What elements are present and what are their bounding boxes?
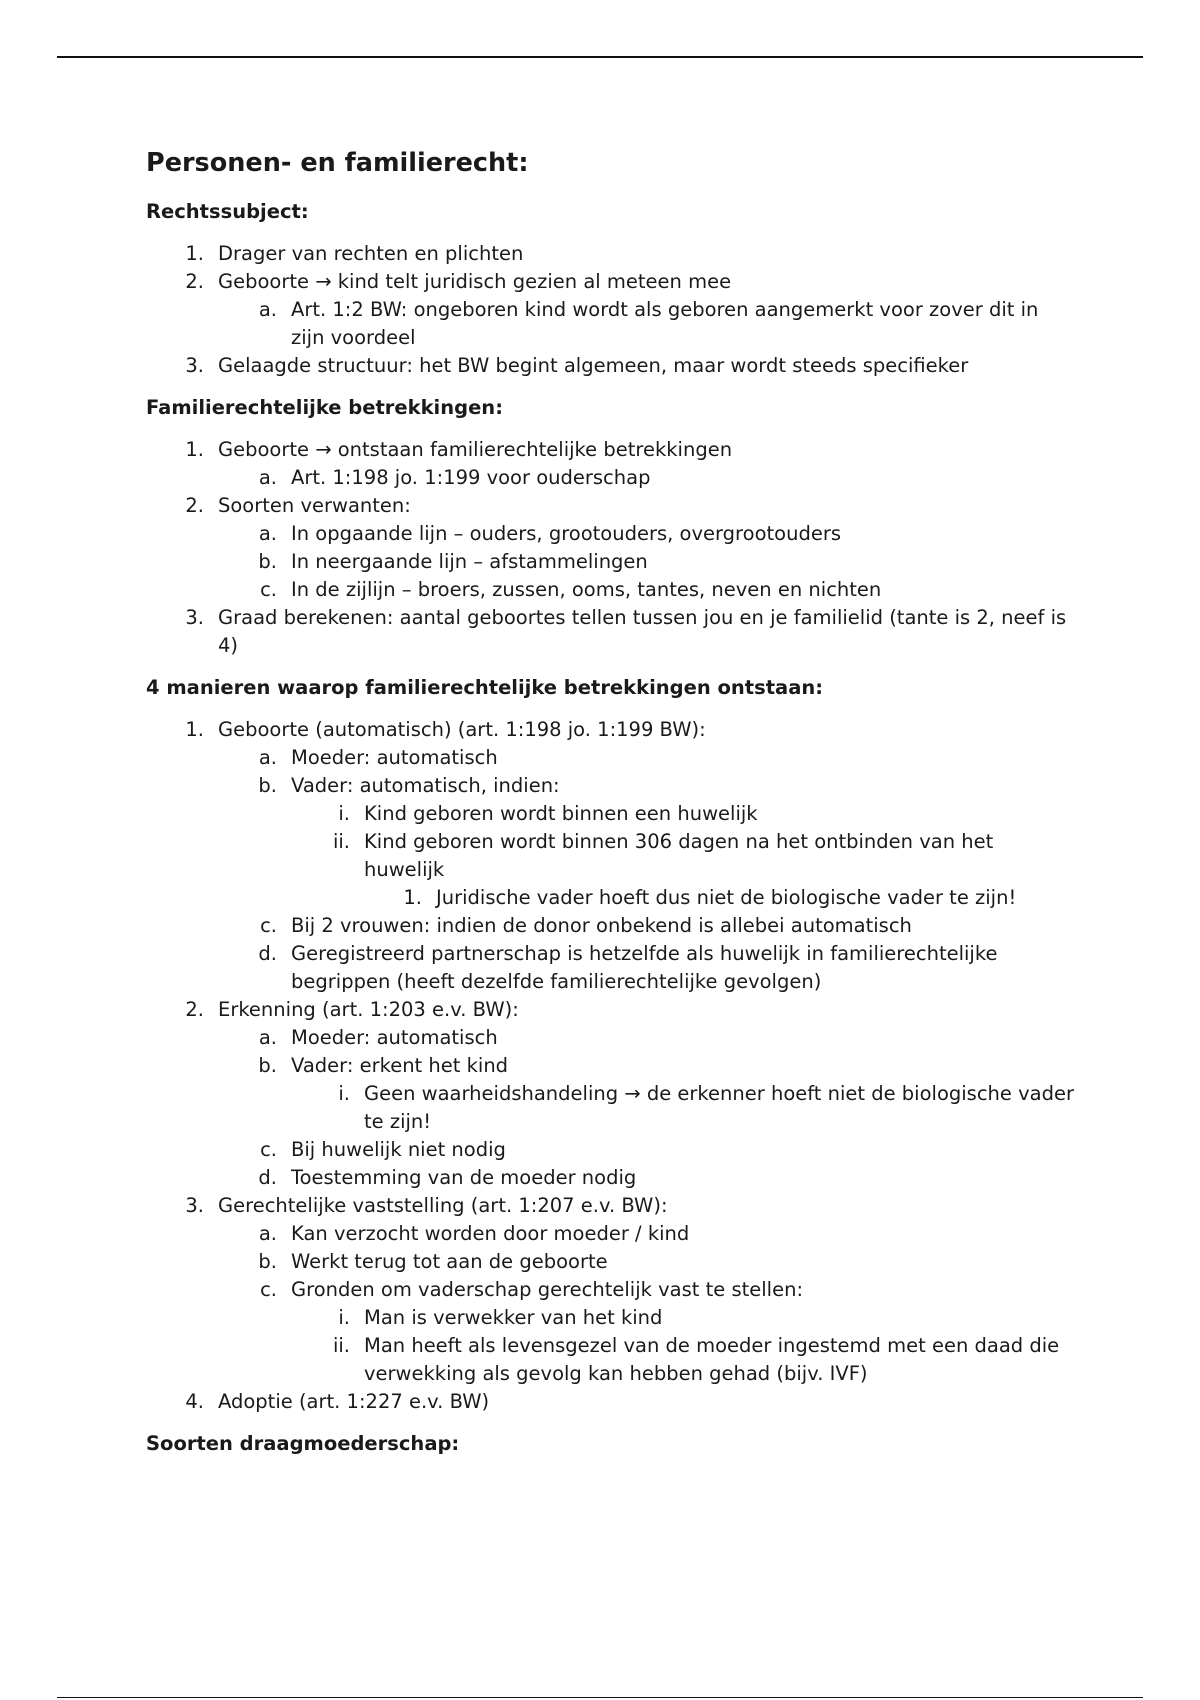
section-title-soorten-draagmoederschap: Soorten draagmoederschap: bbox=[146, 1432, 460, 1455]
list-marker: 2. bbox=[185, 270, 204, 293]
list-item-text: Gronden om vaderschap gerechtelijk vast te stellen: bbox=[291, 1278, 804, 1301]
list-marker: 1. bbox=[185, 718, 204, 741]
list-item-text: Soorten verwanten: bbox=[218, 494, 411, 517]
list-marker: d. bbox=[258, 942, 277, 965]
list-4-manieren bbox=[146, 716, 1076, 1416]
list-marker: a. bbox=[258, 466, 277, 489]
list-item bbox=[146, 1332, 1076, 1388]
section-title-rechtssubject: Rechtssubject: bbox=[146, 200, 309, 223]
list-item bbox=[146, 492, 1076, 520]
list-item bbox=[146, 884, 1076, 912]
footer-rule bbox=[57, 1697, 1143, 1698]
list-item-text: Man heeft als levensgezel van de moeder ingestemd met een daad die verwekking als gevolg kan hebben gehad (bijv. IVF) bbox=[364, 1334, 1060, 1385]
list-item bbox=[146, 940, 1076, 996]
list-item bbox=[146, 436, 1076, 464]
list-item bbox=[146, 576, 1076, 604]
list-marker: 3. bbox=[185, 606, 204, 629]
list-item-text: Vader: automatisch, indien: bbox=[291, 774, 560, 797]
list-marker: b. bbox=[258, 774, 277, 797]
list-item-text: Geboorte (automatisch) (art. 1:198 jo. 1:199 BW): bbox=[218, 718, 706, 741]
section-title-familierechtelijke-betrekkingen: Familierechtelijke betrekkingen: bbox=[146, 396, 503, 419]
list-item bbox=[146, 1080, 1076, 1136]
list-item-text: Geen waarheidshandeling → de erkenner hoeft niet de biologische vader te zijn! bbox=[364, 1082, 1074, 1133]
list-item bbox=[146, 352, 1076, 380]
list-item bbox=[146, 1248, 1076, 1276]
list-item-text: In neergaande lijn – afstammelingen bbox=[291, 550, 648, 573]
list-item-text: Graad berekenen: aantal geboortes tellen tussen jou en je familielid (tante is 2, neef is 4) bbox=[218, 606, 1067, 657]
list-marker: b. bbox=[258, 550, 277, 573]
list-item-text: Juridische vader hoeft dus niet de biologische vader te zijn! bbox=[436, 886, 1017, 909]
list-item-text: Kan verzocht worden door moeder / kind bbox=[291, 1222, 690, 1245]
list-item bbox=[146, 716, 1076, 744]
header-rule bbox=[57, 56, 1143, 58]
list-item-text: Kind geboren wordt binnen een huwelijk bbox=[364, 802, 758, 825]
list-marker: ii. bbox=[332, 1334, 350, 1357]
list-marker: b. bbox=[258, 1054, 277, 1077]
list-marker: a. bbox=[258, 522, 277, 545]
section-title-4-manieren: 4 manieren waarop familierechtelijke betrekkingen ontstaan: bbox=[146, 676, 824, 699]
list-item-text: Toestemming van de moeder nodig bbox=[291, 1166, 637, 1189]
list-item-text: In de zijlijn – broers, zussen, ooms, tantes, neven en nichten bbox=[291, 578, 882, 601]
list-marker: b. bbox=[258, 1250, 277, 1273]
document-body bbox=[146, 146, 1076, 1472]
list-item-text: Moeder: automatisch bbox=[291, 1026, 498, 1049]
list-item-text: Art. 1:2 BW: ongeboren kind wordt als geboren aangemerkt voor zover dit in zijn voordeel bbox=[291, 298, 1039, 349]
list-item-text: Geboorte → ontstaan familierechtelijke betrekkingen bbox=[218, 438, 733, 461]
list-marker: 3. bbox=[185, 1194, 204, 1217]
list-marker: i. bbox=[338, 1306, 350, 1329]
list-item-text: Gelaagde structuur: het BW begint algemeen, maar wordt steeds specifieker bbox=[218, 354, 969, 377]
list-item-text: Art. 1:198 jo. 1:199 voor ouderschap bbox=[291, 466, 651, 489]
list-item bbox=[146, 296, 1076, 352]
list-item-text: Geregistreerd partnerschap is hetzelfde als huwelijk in familierechtelijke begrippen (heeft dezelfde familierechtelijke gevolgen) bbox=[291, 942, 998, 993]
list-marker: 2. bbox=[185, 998, 204, 1021]
list-item bbox=[146, 1136, 1076, 1164]
list-item-text: Adoptie (art. 1:227 e.v. BW) bbox=[218, 1390, 490, 1413]
list-item-text: Drager van rechten en plichten bbox=[218, 242, 524, 265]
list-marker: i. bbox=[338, 802, 350, 825]
list-marker: 1. bbox=[185, 438, 204, 461]
list-item-text: Vader: erkent het kind bbox=[291, 1054, 509, 1077]
list-marker: c. bbox=[260, 1138, 277, 1161]
list-item bbox=[146, 464, 1076, 492]
list-item bbox=[146, 800, 1076, 828]
list-item bbox=[146, 1304, 1076, 1332]
list-marker: c. bbox=[260, 578, 277, 601]
list-item-text: Werkt terug tot aan de geboorte bbox=[291, 1250, 608, 1273]
list-marker: 4. bbox=[185, 1390, 204, 1413]
list-marker: c. bbox=[260, 1278, 277, 1301]
list-marker: a. bbox=[258, 1026, 277, 1049]
list-item-text: Geboorte → kind telt juridisch gezien al meteen mee bbox=[218, 270, 732, 293]
list-marker: 2. bbox=[185, 494, 204, 517]
list-marker: a. bbox=[258, 298, 277, 321]
list-item bbox=[146, 520, 1076, 548]
list-item bbox=[146, 912, 1076, 940]
list-familierechtelijke-betrekkingen bbox=[146, 436, 1076, 660]
list-item bbox=[146, 1220, 1076, 1248]
list-item-text: Moeder: automatisch bbox=[291, 746, 498, 769]
list-marker: a. bbox=[258, 746, 277, 769]
list-item bbox=[146, 604, 1076, 660]
list-marker: 1. bbox=[185, 242, 204, 265]
list-marker: ii. bbox=[332, 830, 350, 853]
list-item-text: Man is verwekker van het kind bbox=[364, 1306, 663, 1329]
list-item bbox=[146, 1192, 1076, 1220]
list-item-text: Bij huwelijk niet nodig bbox=[291, 1138, 506, 1161]
list-item bbox=[146, 996, 1076, 1024]
list-item-text: Bij 2 vrouwen: indien de donor onbekend is allebei automatisch bbox=[291, 914, 912, 937]
list-item bbox=[146, 548, 1076, 576]
list-marker: c. bbox=[260, 914, 277, 937]
list-item bbox=[146, 268, 1076, 296]
list-item bbox=[146, 1052, 1076, 1080]
list-item bbox=[146, 772, 1076, 800]
list-marker: a. bbox=[258, 1222, 277, 1245]
list-item-text: Kind geboren wordt binnen 306 dagen na het ontbinden van het huwelijk bbox=[364, 830, 994, 881]
list-item-text: In opgaande lijn – ouders, grootouders, overgrootouders bbox=[291, 522, 841, 545]
list-rechtssubject bbox=[146, 240, 1076, 380]
page-title: Personen- en familierecht: bbox=[146, 148, 529, 178]
list-marker: 1. bbox=[403, 886, 422, 909]
list-item bbox=[146, 744, 1076, 772]
list-item bbox=[146, 1276, 1076, 1304]
list-marker: 3. bbox=[185, 354, 204, 377]
list-item bbox=[146, 1164, 1076, 1192]
list-item bbox=[146, 1388, 1076, 1416]
list-item bbox=[146, 240, 1076, 268]
list-item-text: Gerechtelijke vaststelling (art. 1:207 e.v. BW): bbox=[218, 1194, 668, 1217]
list-marker: i. bbox=[338, 1082, 350, 1105]
list-marker: d. bbox=[258, 1166, 277, 1189]
list-item bbox=[146, 1024, 1076, 1052]
list-item-text: Erkenning (art. 1:203 e.v. BW): bbox=[218, 998, 519, 1021]
list-item bbox=[146, 828, 1076, 884]
